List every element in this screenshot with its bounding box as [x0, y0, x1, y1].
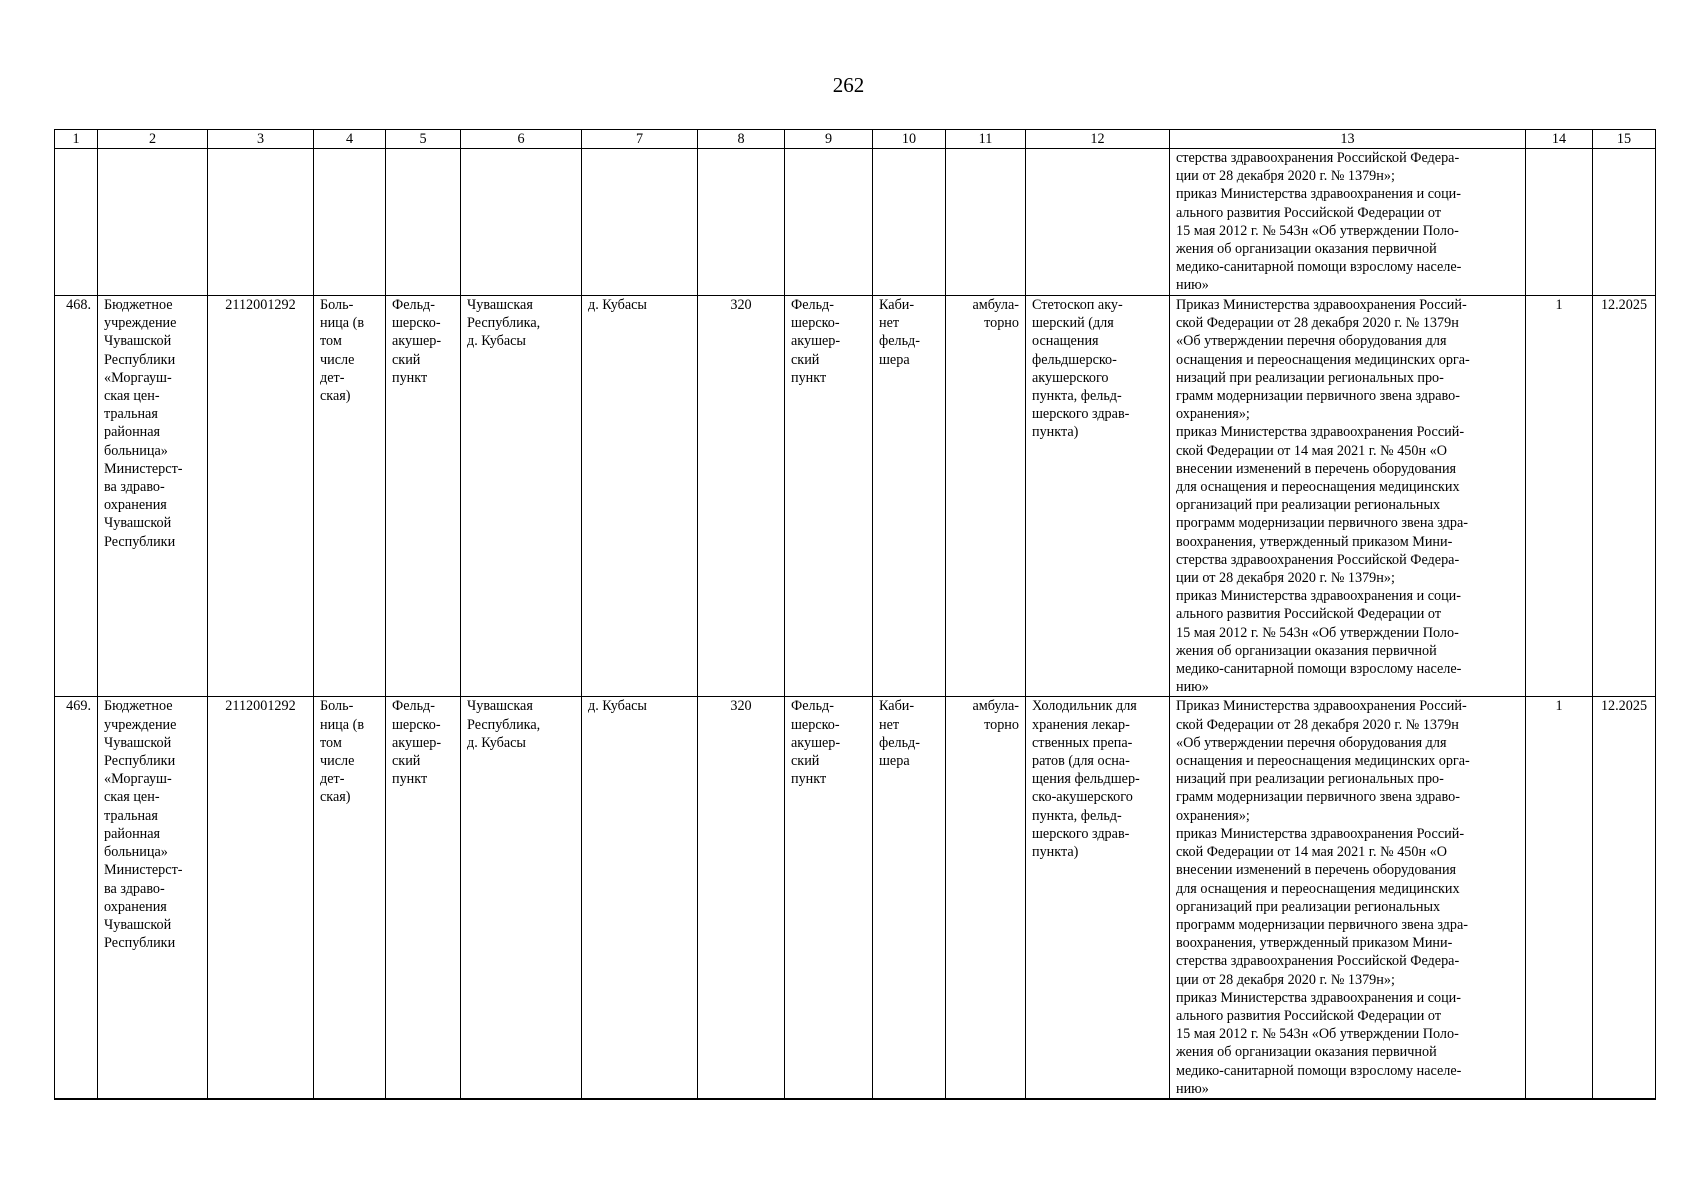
legal-basis-continuation: стерства здравоохранения Российской Федера- ции от 28 декабря 2020 г. № 1379н»; приказ Министерства здравоохранения и соци- ального развития Российской Федерации от 15 мая 2012 г. № 543н «Об утверждении Поло- жения об организации оказания первичной медико-санитарной помощи взрослому населе- нию» — [1170, 149, 1526, 296]
inn-code: 2112001292 — [208, 697, 314, 1099]
care-form: амбула- торно — [946, 697, 1026, 1099]
equipment-name: Стетоскоп аку- шерский (для оснащения фельдшерско- акушерского пункта, фельд- шерского здрав- пункта) — [1026, 296, 1170, 697]
column-header: 9 — [785, 130, 873, 149]
continuation-row — [55, 149, 1656, 296]
column-header: 15 — [1593, 130, 1656, 149]
subdivision: Фельд- шерско- акушер- ский пункт — [785, 697, 873, 1099]
address: Чувашская Республика, д. Кубасы — [461, 697, 582, 1099]
address: Чувашская Республика, д. Кубасы — [461, 296, 582, 697]
population: 320 — [698, 697, 785, 1099]
quantity: 1 — [1526, 296, 1593, 697]
care-form: амбула- торно — [946, 296, 1026, 697]
population: 320 — [698, 296, 785, 697]
row-number: 469. — [55, 697, 98, 1099]
column-header: 7 — [582, 130, 698, 149]
column-header: 4 — [314, 130, 386, 149]
table-row — [55, 296, 1656, 697]
column-header: 2 — [98, 130, 208, 149]
column-header: 5 — [386, 130, 461, 149]
subdivision: Фельд- шерско- акушер- ский пункт — [785, 296, 873, 697]
room: Каби- нет фельд- шера — [873, 296, 946, 697]
column-header: 10 — [873, 130, 946, 149]
locality: д. Кубасы — [582, 697, 698, 1099]
column-header: 11 — [946, 130, 1026, 149]
column-header: 13 — [1170, 130, 1526, 149]
column-header: 1 — [55, 130, 98, 149]
column-header: 8 — [698, 130, 785, 149]
legal-basis: Приказ Министерства здравоохранения Россий- ской Федерации от 28 декабря 2020 г. № 1379н «Об утверждении перечня оборудования для оснащения и переоснащения медицинских орга- низаций при реализации региональных про- грамм модернизации первичного звена здраво- охранения»; приказ Министерства здравоохранения Россий- ской Федерации от 14 мая 2021 г. № 450н «О внесении изменений в перечень оборудования для оснащения и переоснащения медицинских организаций при реализации региональных программ модернизации первичного звена здра- воохранения, утвержденный приказом Мини- стерства здравоохранения Российской Федера- ции от 28 декабря 2020 г. № 1379н»; приказ Министерства здравоохранения и соци- ального развития Российской Федерации от 15 мая 2012 г. № 543н «Об утверждении Поло- жения об организации оказания первичной медико-санитарной помощи взрослому населе- нию» — [1170, 697, 1526, 1099]
institution-name: Бюджетное учреждение Чувашской Республики «Моргауш- ская цен- тральная районная больница» Министерст- ва здраво- охранения Чувашской Республики — [98, 296, 208, 697]
equipment-name: Холодильник для хранения лекар- ственных препа- ратов (для осна- щения фельдшер- ско-акушерского пункта, фельд- шерского здрав- пункта) — [1026, 697, 1170, 1099]
deadline: 12.2025 — [1593, 296, 1656, 697]
room: Каби- нет фельд- шера — [873, 697, 946, 1099]
institution-type: Боль- ница (в том числе дет- ская) — [314, 697, 386, 1099]
page-number: 262 — [832, 73, 865, 97]
table-row — [55, 697, 1656, 1099]
row-number: 468. — [55, 296, 98, 697]
quantity: 1 — [1526, 697, 1593, 1099]
column-header: 6 — [461, 130, 582, 149]
legal-basis: Приказ Министерства здравоохранения Россий- ской Федерации от 28 декабря 2020 г. № 1379н «Об утверждении перечня оборудования для оснащения и переоснащения медицинских орга- низаций при реализации региональных про- грамм модернизации первичного звена здраво- охранения»; приказ Министерства здравоохранения Россий- ской Федерации от 14 мая 2021 г. № 450н «О внесении изменений в перечень оборудования для оснащения и переоснащения медицинских организаций при реализации региональных программ модернизации первичного звена здра- воохранения, утвержденный приказом Мини- стерства здравоохранения Российской Федера- ции от 28 декабря 2020 г. № 1379н»; приказ Министерства здравоохранения и соци- ального развития Российской Федерации от 15 мая 2012 г. № 543н «Об утверждении Поло- жения об организации оказания первичной медико-санитарной помощи взрослому населе- нию» — [1170, 296, 1526, 697]
header-row — [55, 130, 1656, 149]
deadline: 12.2025 — [1593, 697, 1656, 1099]
structural-unit: Фельд- шерско- акушер- ский пункт — [386, 697, 461, 1099]
inn-code: 2112001292 — [208, 296, 314, 697]
column-header: 3 — [208, 130, 314, 149]
column-header: 14 — [1526, 130, 1593, 149]
structural-unit: Фельд- шерско- акушер- ский пункт — [386, 296, 461, 697]
locality: д. Кубасы — [582, 296, 698, 697]
institution-name: Бюджетное учреждение Чувашской Республики «Моргауш- ская цен- тральная районная больница» Министерст- ва здраво- охранения Чувашской Республики — [98, 697, 208, 1099]
institution-type: Боль- ница (в том числе дет- ская) — [314, 296, 386, 697]
column-header: 12 — [1026, 130, 1170, 149]
equipment-register-table — [54, 129, 1656, 1100]
